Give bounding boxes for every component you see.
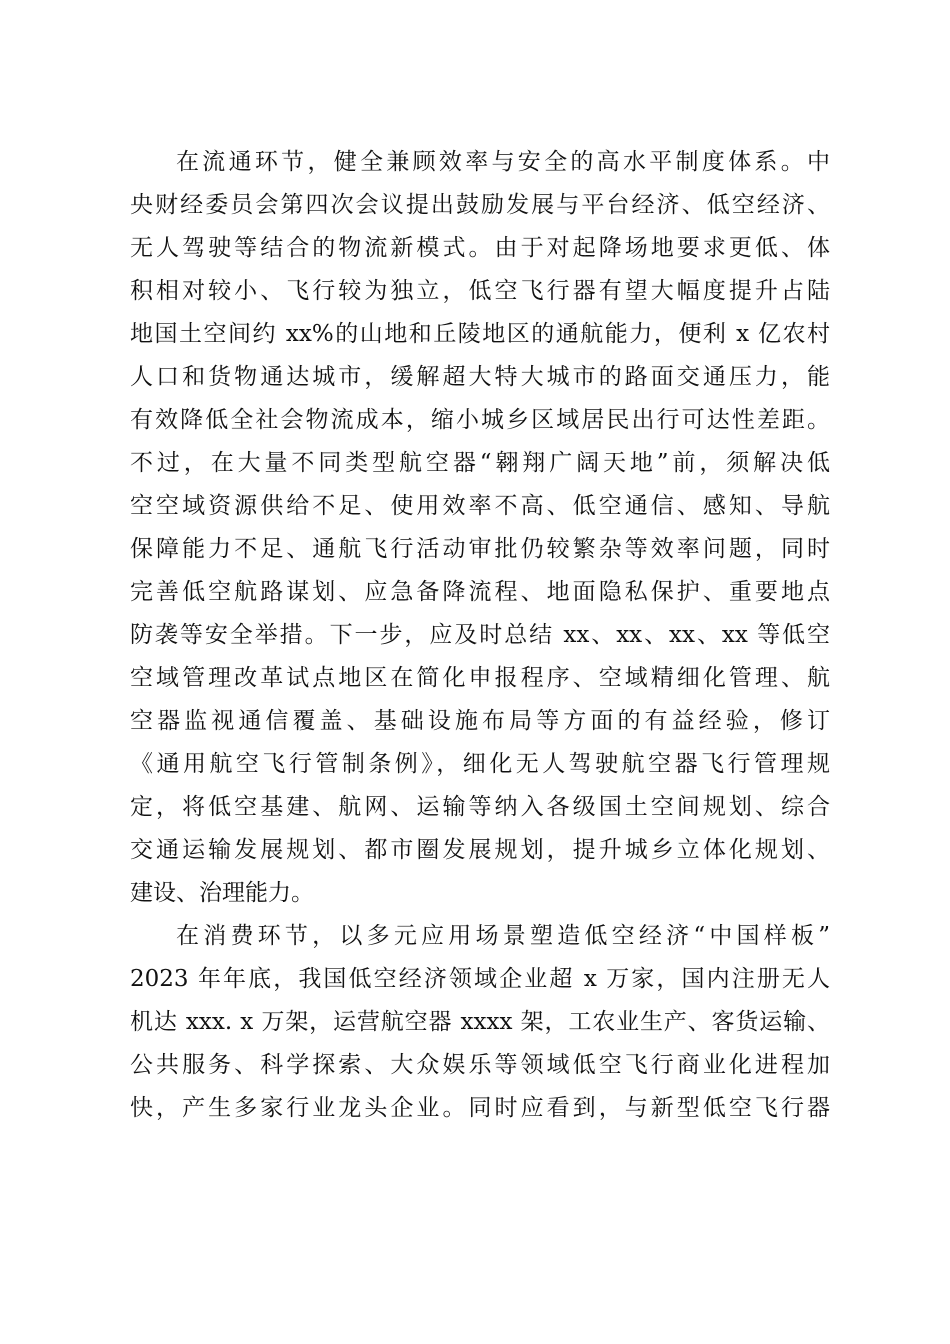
text-line: 建设、治理能力。	[130, 880, 314, 906]
text-line: 机达 xxx. x 万架，运营航空器 xxxx 架，工农业生产、客货运输、	[130, 1009, 830, 1035]
text-line: 地国土空间约 xx%的山地和丘陵地区的通航能力，便利 x 亿农村	[130, 321, 830, 347]
text-line: 空器监视通信覆盖、基础设施布局等方面的有益经验，修订	[130, 708, 830, 734]
text-line: 完善低空航路谋划、应急备降流程、地面隐私保护、重要地点	[130, 579, 830, 605]
text-line: 空空域资源供给不足、使用效率不高、低空通信、感知、导航	[130, 493, 830, 519]
text-line: 央财经委员会第四次会议提出鼓励发展与平台经济、低空经济、	[130, 192, 830, 218]
document-body	[130, 141, 830, 1130]
text-line: 空域管理改革试点地区在简化申报程序、空域精细化管理、航	[130, 665, 830, 691]
text-line: 公共服务、科学探索、大众娱乐等领域低空飞行商业化进程加	[130, 1052, 830, 1078]
text-line: 积相对较小、飞行较为独立，低空飞行器有望大幅度提升占陆	[130, 278, 830, 304]
paragraph-circulation	[130, 141, 830, 915]
text-line: 无人驾驶等结合的物流新模式。由于对起降场地要求更低、体	[130, 235, 830, 261]
text-line: 有效降低全社会物流成本，缩小城乡区域居民出行可达性差距。	[130, 407, 830, 433]
text-line: 交通运输发展规划、都市圈发展规划，提升城乡立体化规划、	[130, 837, 830, 863]
text-line: 定，将低空基建、航网、运输等纳入各级国土空间规划、综合	[130, 794, 830, 820]
text-line: 2023 年年底，我国低空经济领域企业超 x 万家，国内注册无人	[130, 966, 830, 992]
text-line: 在流通环节，健全兼顾效率与安全的高水平制度体系。中	[176, 149, 830, 175]
text-line: 不过，在大量不同类型航空器“翱翔广阔天地”前，须解决低	[130, 450, 830, 476]
text-line: 防袭等安全举措。下一步，应及时总结 xx、xx、xx、xx 等低空	[130, 622, 830, 648]
paragraph-consumption	[130, 915, 830, 1130]
text-line: 人口和货物通达城市，缓解超大特大城市的路面交通压力，能	[130, 364, 830, 390]
text-line: 在消费环节，以多元应用场景塑造低空经济“中国样板”	[176, 923, 830, 949]
text-line: 保障能力不足、通航飞行活动审批仍较繁杂等效率问题，同时	[130, 536, 830, 562]
text-line: 《通用航空飞行管制条例》，细化无人驾驶航空器飞行管理规	[130, 751, 830, 777]
text-line: 快，产生多家行业龙头企业。同时应看到，与新型低空飞行器	[130, 1095, 830, 1121]
